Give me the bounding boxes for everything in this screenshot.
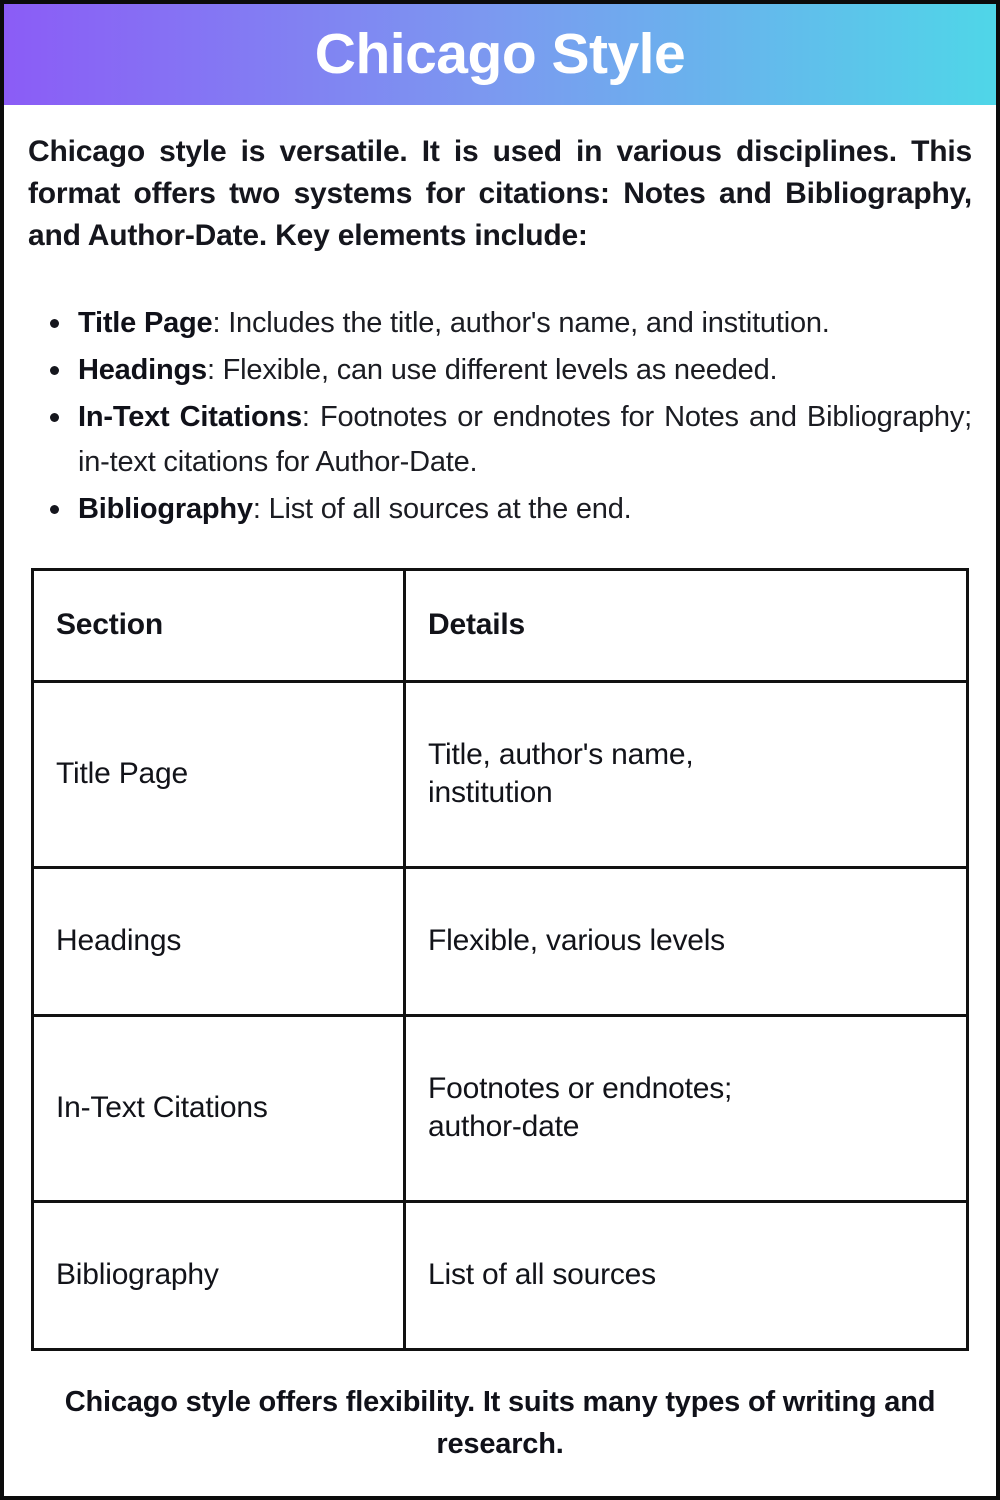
table-cell-details xyxy=(405,681,968,867)
table-cell-details-line2: institution xyxy=(428,776,553,810)
table-body xyxy=(33,681,968,1349)
list-item-text: Includes the title, author's name, and institution. xyxy=(228,307,830,339)
list-item-text: Footnotes or endnotes for Notes and Bibliography; in-text citations for Author-Date. xyxy=(78,400,972,478)
table-cell-section: Headings xyxy=(33,867,405,1015)
table-cell-details xyxy=(405,1015,968,1201)
table-cell-details-line1: List of all sources xyxy=(428,1257,656,1291)
table-cell-details-line2: author-date xyxy=(428,1110,580,1144)
list-item xyxy=(28,487,972,532)
table-cell-section: In-Text Citations xyxy=(33,1015,405,1201)
table-cell-details xyxy=(405,867,968,1015)
header-banner xyxy=(4,4,996,105)
table-header-section: Section xyxy=(33,569,405,681)
summary-table xyxy=(31,568,969,1351)
list-item-separator: : xyxy=(301,400,320,433)
list-item xyxy=(28,348,972,393)
table-row xyxy=(33,681,968,867)
table-cell-details xyxy=(405,1201,968,1349)
table-cell-details-line1: Flexible, various levels xyxy=(428,923,725,957)
table-cell-details-line1: Title, author's name, xyxy=(428,737,694,771)
list-item xyxy=(28,301,972,346)
list-item-separator: : xyxy=(252,492,269,525)
table-row xyxy=(33,1201,968,1349)
table-cell-details-line1: Footnotes or endnotes; xyxy=(428,1071,733,1105)
table-cell-section: Title Page xyxy=(33,681,405,867)
closing-paragraph: Chicago style offers flexibility. It suits many types of writing and research. xyxy=(64,1385,936,1460)
table-row xyxy=(33,867,968,1015)
table-header-details: Details xyxy=(405,569,968,681)
list-item-label: Bibliography xyxy=(78,492,253,525)
key-elements-list xyxy=(28,301,972,532)
list-item-separator: : xyxy=(206,353,223,386)
list-item-separator: : xyxy=(212,307,229,339)
intro-paragraph: Chicago style is versatile. It is used in various disciplines. This format offers two systems for citations: Notes and Bibliography, and Author-Date. Key elements include: xyxy=(28,135,972,252)
list-item-label: Headings xyxy=(78,353,207,386)
list-item-label: In-Text Citations xyxy=(78,400,302,433)
list-item-text: List of all sources at the end. xyxy=(268,492,632,525)
list-item-label: Title Page xyxy=(78,307,213,339)
table-row xyxy=(33,1015,968,1201)
table-header-row xyxy=(33,569,968,681)
content-body xyxy=(4,131,996,1465)
table-head xyxy=(33,569,968,681)
page-title: Chicago Style xyxy=(314,22,686,86)
table-cell-section: Bibliography xyxy=(33,1201,405,1349)
list-item xyxy=(28,395,972,485)
list-item-text: Flexible, can use different levels as needed. xyxy=(222,353,778,386)
